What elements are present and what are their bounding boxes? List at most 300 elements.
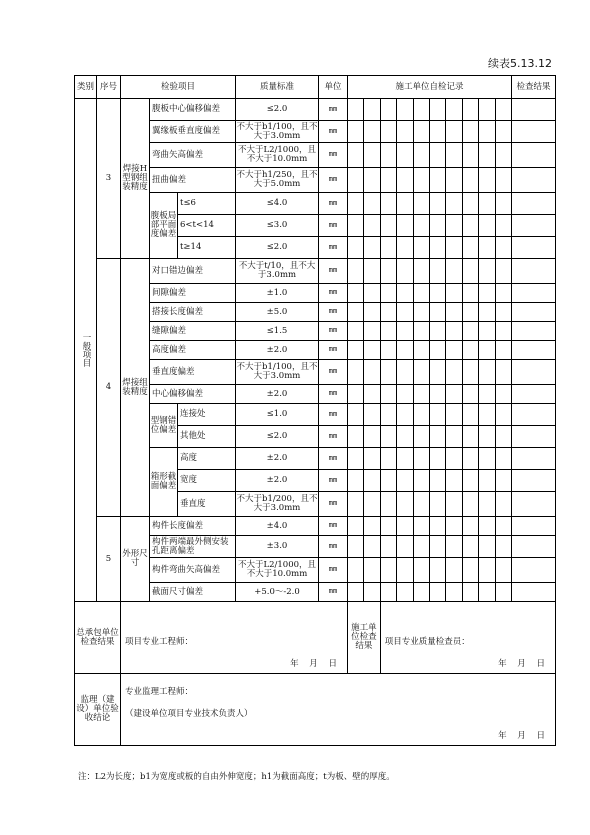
record-cell[interactable] <box>364 583 380 602</box>
record-cell[interactable] <box>348 426 364 448</box>
record-cell[interactable] <box>380 470 396 492</box>
gc-engineer-label: 项目专业工程师： <box>125 637 194 647</box>
record-cell[interactable] <box>413 583 429 602</box>
record-cell[interactable] <box>413 360 429 385</box>
record-cell[interactable] <box>397 517 413 536</box>
record-cell[interactable] <box>446 215 462 237</box>
record-cell[interactable] <box>348 168 364 193</box>
record-cell[interactable] <box>413 536 429 558</box>
record-cell[interactable] <box>380 322 396 341</box>
result-cell[interactable] <box>512 284 556 303</box>
record-cell[interactable] <box>380 193 396 215</box>
record-cell[interactable] <box>462 360 478 385</box>
standard-cell: ≤2.0 <box>236 426 319 448</box>
record-cell[interactable] <box>364 492 380 517</box>
unit-cell: mm <box>319 583 348 602</box>
record-cell[interactable] <box>348 143 364 168</box>
record-cell[interactable] <box>429 536 445 558</box>
record-cell[interactable] <box>429 558 445 583</box>
unit-cell: mm <box>319 143 348 168</box>
record-cell[interactable] <box>495 237 511 259</box>
record-cell[interactable] <box>446 284 462 303</box>
record-cell[interactable] <box>446 492 462 517</box>
record-cell[interactable] <box>397 341 413 360</box>
record-cell[interactable] <box>479 448 495 470</box>
record-cell[interactable] <box>397 558 413 583</box>
record-cell[interactable] <box>380 536 396 558</box>
record-cell[interactable] <box>495 426 511 448</box>
signature-row <box>75 602 556 674</box>
result-cell[interactable] <box>512 448 556 470</box>
record-cell[interactable] <box>429 448 445 470</box>
record-cell[interactable] <box>495 168 511 193</box>
result-cell[interactable] <box>512 360 556 385</box>
record-cell[interactable] <box>479 168 495 193</box>
unit-cell: mm <box>319 168 348 193</box>
unit-cell: mm <box>319 322 348 341</box>
record-cell[interactable] <box>479 404 495 426</box>
record-cell[interactable] <box>446 99 462 121</box>
record-cell[interactable] <box>446 558 462 583</box>
record-cell[interactable] <box>429 193 445 215</box>
record-cell[interactable] <box>413 492 429 517</box>
record-cell[interactable] <box>479 193 495 215</box>
record-cell[interactable] <box>462 259 478 284</box>
standard-cell: ±3.0 <box>236 536 319 558</box>
record-cell[interactable] <box>348 470 364 492</box>
item-cell: 垂直度 <box>178 492 236 517</box>
record-cell[interactable] <box>429 303 445 322</box>
category-cell: 一般项目 <box>75 99 97 602</box>
record-cell[interactable] <box>429 341 445 360</box>
standard-cell: ±1.0 <box>236 284 319 303</box>
record-cell[interactable] <box>380 259 396 284</box>
record-cell[interactable] <box>348 360 364 385</box>
record-cell[interactable] <box>348 121 364 143</box>
record-cell[interactable] <box>479 303 495 322</box>
record-cell[interactable] <box>397 448 413 470</box>
gc-date: 年 月 日 <box>290 659 337 670</box>
result-cell[interactable] <box>512 237 556 259</box>
record-cell[interactable] <box>495 284 511 303</box>
record-cell[interactable] <box>462 143 478 168</box>
item-cell: 构件弯曲矢高偏差 <box>150 558 236 583</box>
standard-cell: ±2.0 <box>236 341 319 360</box>
record-cell[interactable] <box>495 303 511 322</box>
result-cell[interactable] <box>512 583 556 602</box>
record-cell[interactable] <box>348 341 364 360</box>
record-cell[interactable] <box>348 303 364 322</box>
record-cell[interactable] <box>446 237 462 259</box>
record-cell[interactable] <box>446 360 462 385</box>
record-cell[interactable] <box>446 303 462 322</box>
record-cell[interactable] <box>479 360 495 385</box>
record-cell[interactable] <box>380 303 396 322</box>
contractor-label: 施工单位检查结果 <box>348 602 381 674</box>
record-cell[interactable] <box>495 143 511 168</box>
item-cell: 高度 <box>178 448 236 470</box>
record-cell[interactable] <box>380 168 396 193</box>
record-cell[interactable] <box>446 448 462 470</box>
unit-cell: mm <box>319 360 348 385</box>
record-cell[interactable] <box>348 404 364 426</box>
record-cell[interactable] <box>380 492 396 517</box>
result-cell[interactable] <box>512 168 556 193</box>
record-cell[interactable] <box>479 215 495 237</box>
record-cell[interactable] <box>446 517 462 536</box>
record-cell[interactable] <box>397 470 413 492</box>
item-cell: 对口错边偏差 <box>150 259 236 284</box>
record-cell[interactable] <box>380 426 396 448</box>
record-cell[interactable] <box>495 492 511 517</box>
record-cell[interactable] <box>413 558 429 583</box>
record-cell[interactable] <box>380 583 396 602</box>
record-cell[interactable] <box>479 517 495 536</box>
standard-cell: ±2.0 <box>236 470 319 492</box>
record-cell[interactable] <box>495 215 511 237</box>
record-cell[interactable] <box>397 583 413 602</box>
record-cell[interactable] <box>380 404 396 426</box>
result-cell[interactable] <box>512 322 556 341</box>
record-cell[interactable] <box>429 121 445 143</box>
supervisor-engineer-label: 专业监理工程师： <box>125 687 194 697</box>
record-cell[interactable] <box>348 215 364 237</box>
record-cell[interactable] <box>495 404 511 426</box>
record-cell[interactable] <box>364 558 380 583</box>
record-cell[interactable] <box>429 385 445 404</box>
record-cell[interactable] <box>397 426 413 448</box>
record-cell[interactable] <box>495 99 511 121</box>
record-cell[interactable] <box>397 536 413 558</box>
record-cell[interactable] <box>413 404 429 426</box>
record-cell[interactable] <box>397 168 413 193</box>
record-cell[interactable] <box>462 536 478 558</box>
signature-row <box>75 674 556 746</box>
record-cell[interactable] <box>413 99 429 121</box>
unit-cell: mm <box>319 470 348 492</box>
record-cell[interactable] <box>413 426 429 448</box>
record-cell[interactable] <box>364 303 380 322</box>
record-cell[interactable] <box>364 284 380 303</box>
record-cell[interactable] <box>479 237 495 259</box>
record-cell[interactable] <box>397 143 413 168</box>
record-cell[interactable] <box>462 404 478 426</box>
record-cell[interactable] <box>364 517 380 536</box>
standard-cell: ≤1.5 <box>236 322 319 341</box>
record-cell[interactable] <box>429 215 445 237</box>
group-no: 5 <box>97 517 121 602</box>
record-cell[interactable] <box>413 259 429 284</box>
record-cell[interactable] <box>462 99 478 121</box>
record-cell[interactable] <box>413 385 429 404</box>
record-cell[interactable] <box>397 385 413 404</box>
record-cell[interactable] <box>413 517 429 536</box>
record-cell[interactable] <box>479 99 495 121</box>
record-cell[interactable] <box>397 99 413 121</box>
record-cell[interactable] <box>495 517 511 536</box>
standard-cell: ≤4.0 <box>236 193 319 215</box>
record-cell[interactable] <box>479 284 495 303</box>
record-cell[interactable] <box>364 536 380 558</box>
record-cell[interactable] <box>413 215 429 237</box>
record-cell[interactable] <box>429 404 445 426</box>
result-cell[interactable] <box>512 558 556 583</box>
record-cell[interactable] <box>348 558 364 583</box>
record-cell[interactable] <box>364 168 380 193</box>
standard-cell: 不大于L2/1000，且不大于10.0mm <box>236 143 319 168</box>
record-cell[interactable] <box>397 492 413 517</box>
record-cell[interactable] <box>348 284 364 303</box>
record-cell[interactable] <box>479 385 495 404</box>
record-cell[interactable] <box>364 121 380 143</box>
record-cell[interactable] <box>446 341 462 360</box>
record-cell[interactable] <box>348 322 364 341</box>
result-cell[interactable] <box>512 426 556 448</box>
record-cell[interactable] <box>397 121 413 143</box>
record-cell[interactable] <box>479 558 495 583</box>
result-cell[interactable] <box>512 517 556 536</box>
record-cell[interactable] <box>364 470 380 492</box>
record-cell[interactable] <box>479 470 495 492</box>
standard-cell: 不大于b1/100，且不大于3.0mm <box>236 360 319 385</box>
record-cell[interactable] <box>364 99 380 121</box>
record-cell[interactable] <box>397 237 413 259</box>
result-cell[interactable] <box>512 404 556 426</box>
result-cell[interactable] <box>512 215 556 237</box>
result-cell[interactable] <box>512 303 556 322</box>
standard-cell: ≤3.0 <box>236 215 319 237</box>
record-cell[interactable] <box>462 583 478 602</box>
record-cell[interactable] <box>495 322 511 341</box>
result-cell[interactable] <box>512 492 556 517</box>
record-cell[interactable] <box>446 385 462 404</box>
record-cell[interactable] <box>397 193 413 215</box>
record-cell[interactable] <box>348 492 364 517</box>
result-cell[interactable] <box>512 121 556 143</box>
record-cell[interactable] <box>495 341 511 360</box>
item-cell: 间隙偏差 <box>150 284 236 303</box>
record-cell[interactable] <box>462 215 478 237</box>
record-cell[interactable] <box>380 99 396 121</box>
record-cell[interactable] <box>380 341 396 360</box>
record-cell[interactable] <box>429 143 445 168</box>
record-cell[interactable] <box>446 259 462 284</box>
record-cell[interactable] <box>462 426 478 448</box>
item-cell: 截面尺寸偏差 <box>150 583 236 602</box>
record-cell[interactable] <box>495 360 511 385</box>
record-cell[interactable] <box>380 558 396 583</box>
record-cell[interactable] <box>462 322 478 341</box>
unit-cell: mm <box>319 215 348 237</box>
record-cell[interactable] <box>462 237 478 259</box>
record-cell[interactable] <box>380 360 396 385</box>
record-cell[interactable] <box>380 385 396 404</box>
record-cell[interactable] <box>446 193 462 215</box>
record-cell[interactable] <box>479 536 495 558</box>
continuation-label: 续表5.13.12 <box>488 57 552 70</box>
record-cell[interactable] <box>462 448 478 470</box>
record-cell[interactable] <box>348 385 364 404</box>
record-cell[interactable] <box>397 259 413 284</box>
record-cell[interactable] <box>364 360 380 385</box>
record-cell[interactable] <box>429 168 445 193</box>
record-cell[interactable] <box>429 583 445 602</box>
standard-cell: ≤1.0 <box>236 404 319 426</box>
record-cell[interactable] <box>479 259 495 284</box>
record-cell[interactable] <box>446 426 462 448</box>
record-cell[interactable] <box>462 492 478 517</box>
record-cell[interactable] <box>495 121 511 143</box>
result-cell[interactable] <box>512 259 556 284</box>
record-cell[interactable] <box>446 121 462 143</box>
record-cell[interactable] <box>479 492 495 517</box>
record-cell[interactable] <box>413 341 429 360</box>
record-cell[interactable] <box>495 536 511 558</box>
record-cell[interactable] <box>462 193 478 215</box>
record-cell[interactable] <box>413 193 429 215</box>
item-cell: 宽度 <box>178 470 236 492</box>
header-standard: 质量标准 <box>236 76 319 99</box>
result-cell[interactable] <box>512 143 556 168</box>
record-cell[interactable] <box>495 448 511 470</box>
record-cell[interactable] <box>397 303 413 322</box>
record-cell[interactable] <box>446 536 462 558</box>
record-cell[interactable] <box>364 404 380 426</box>
record-cell[interactable] <box>348 517 364 536</box>
record-cell[interactable] <box>413 284 429 303</box>
record-cell[interactable] <box>429 259 445 284</box>
record-cell[interactable] <box>479 341 495 360</box>
record-cell[interactable] <box>462 470 478 492</box>
record-cell[interactable] <box>413 168 429 193</box>
record-cell[interactable] <box>348 448 364 470</box>
result-cell[interactable] <box>512 99 556 121</box>
record-cell[interactable] <box>364 426 380 448</box>
record-cell[interactable] <box>380 517 396 536</box>
record-cell[interactable] <box>495 259 511 284</box>
record-cell[interactable] <box>479 426 495 448</box>
record-cell[interactable] <box>364 448 380 470</box>
record-cell[interactable] <box>495 558 511 583</box>
record-cell[interactable] <box>397 360 413 385</box>
standard-cell: 不大于b1/200，且不大于3.0mm <box>236 492 319 517</box>
record-cell[interactable] <box>462 385 478 404</box>
item-cell: 垂直度偏差 <box>150 360 236 385</box>
record-cell[interactable] <box>462 303 478 322</box>
record-cell[interactable] <box>429 426 445 448</box>
record-cell[interactable] <box>348 237 364 259</box>
record-cell[interactable] <box>495 193 511 215</box>
record-cell[interactable] <box>462 517 478 536</box>
record-cell[interactable] <box>413 448 429 470</box>
unit-cell: mm <box>319 99 348 121</box>
header-category: 类别 <box>75 76 97 99</box>
result-cell[interactable] <box>512 341 556 360</box>
record-cell[interactable] <box>348 536 364 558</box>
record-cell[interactable] <box>495 385 511 404</box>
record-cell[interactable] <box>446 404 462 426</box>
record-cell[interactable] <box>364 259 380 284</box>
record-cell[interactable] <box>348 583 364 602</box>
record-cell[interactable] <box>413 237 429 259</box>
result-cell[interactable] <box>512 193 556 215</box>
record-cell[interactable] <box>364 322 380 341</box>
unit-cell: mm <box>319 341 348 360</box>
standard-cell: ±2.0 <box>236 385 319 404</box>
record-cell[interactable] <box>348 99 364 121</box>
record-cell[interactable] <box>397 404 413 426</box>
record-cell[interactable] <box>429 99 445 121</box>
record-cell[interactable] <box>429 360 445 385</box>
record-cell[interactable] <box>446 143 462 168</box>
record-cell[interactable] <box>429 284 445 303</box>
record-cell[interactable] <box>413 303 429 322</box>
record-cell[interactable] <box>462 558 478 583</box>
record-cell[interactable] <box>413 322 429 341</box>
record-cell[interactable] <box>479 121 495 143</box>
record-cell[interactable] <box>348 193 364 215</box>
record-cell[interactable] <box>429 470 445 492</box>
result-cell[interactable] <box>512 470 556 492</box>
record-cell[interactable] <box>429 237 445 259</box>
record-cell[interactable] <box>380 284 396 303</box>
record-cell[interactable] <box>446 583 462 602</box>
record-cell[interactable] <box>380 215 396 237</box>
record-cell[interactable] <box>413 143 429 168</box>
record-cell[interactable] <box>380 448 396 470</box>
group-no: 4 <box>97 259 121 517</box>
record-cell[interactable] <box>364 215 380 237</box>
record-cell[interactable] <box>479 143 495 168</box>
record-cell[interactable] <box>364 341 380 360</box>
record-cell[interactable] <box>446 470 462 492</box>
record-cell[interactable] <box>364 143 380 168</box>
record-cell[interactable] <box>462 341 478 360</box>
record-cell[interactable] <box>413 121 429 143</box>
record-cell[interactable] <box>364 385 380 404</box>
record-cell[interactable] <box>397 322 413 341</box>
record-cell[interactable] <box>462 121 478 143</box>
record-cell[interactable] <box>397 284 413 303</box>
record-cell[interactable] <box>446 168 462 193</box>
record-cell[interactable] <box>495 470 511 492</box>
record-cell[interactable] <box>479 322 495 341</box>
item-cell: 弯曲矢高偏差 <box>150 143 236 168</box>
record-cell[interactable] <box>495 583 511 602</box>
record-cell[interactable] <box>462 168 478 193</box>
record-cell[interactable] <box>397 215 413 237</box>
header-unit: 单位 <box>319 76 348 99</box>
record-cell[interactable] <box>380 143 396 168</box>
record-cell[interactable] <box>348 259 364 284</box>
record-cell[interactable] <box>364 237 380 259</box>
record-cell[interactable] <box>479 583 495 602</box>
supervisor-label: 监理（建设）单位验收结论 <box>75 674 121 746</box>
record-cell[interactable] <box>429 517 445 536</box>
record-cell[interactable] <box>364 193 380 215</box>
record-cell[interactable] <box>462 284 478 303</box>
record-cell[interactable] <box>429 322 445 341</box>
record-cell[interactable] <box>413 470 429 492</box>
record-cell[interactable] <box>446 322 462 341</box>
record-cell[interactable] <box>429 492 445 517</box>
result-cell[interactable] <box>512 385 556 404</box>
unit-cell: mm <box>319 237 348 259</box>
table-row <box>75 99 556 121</box>
record-cell[interactable] <box>380 121 396 143</box>
result-cell[interactable] <box>512 536 556 558</box>
record-cell[interactable] <box>380 237 396 259</box>
